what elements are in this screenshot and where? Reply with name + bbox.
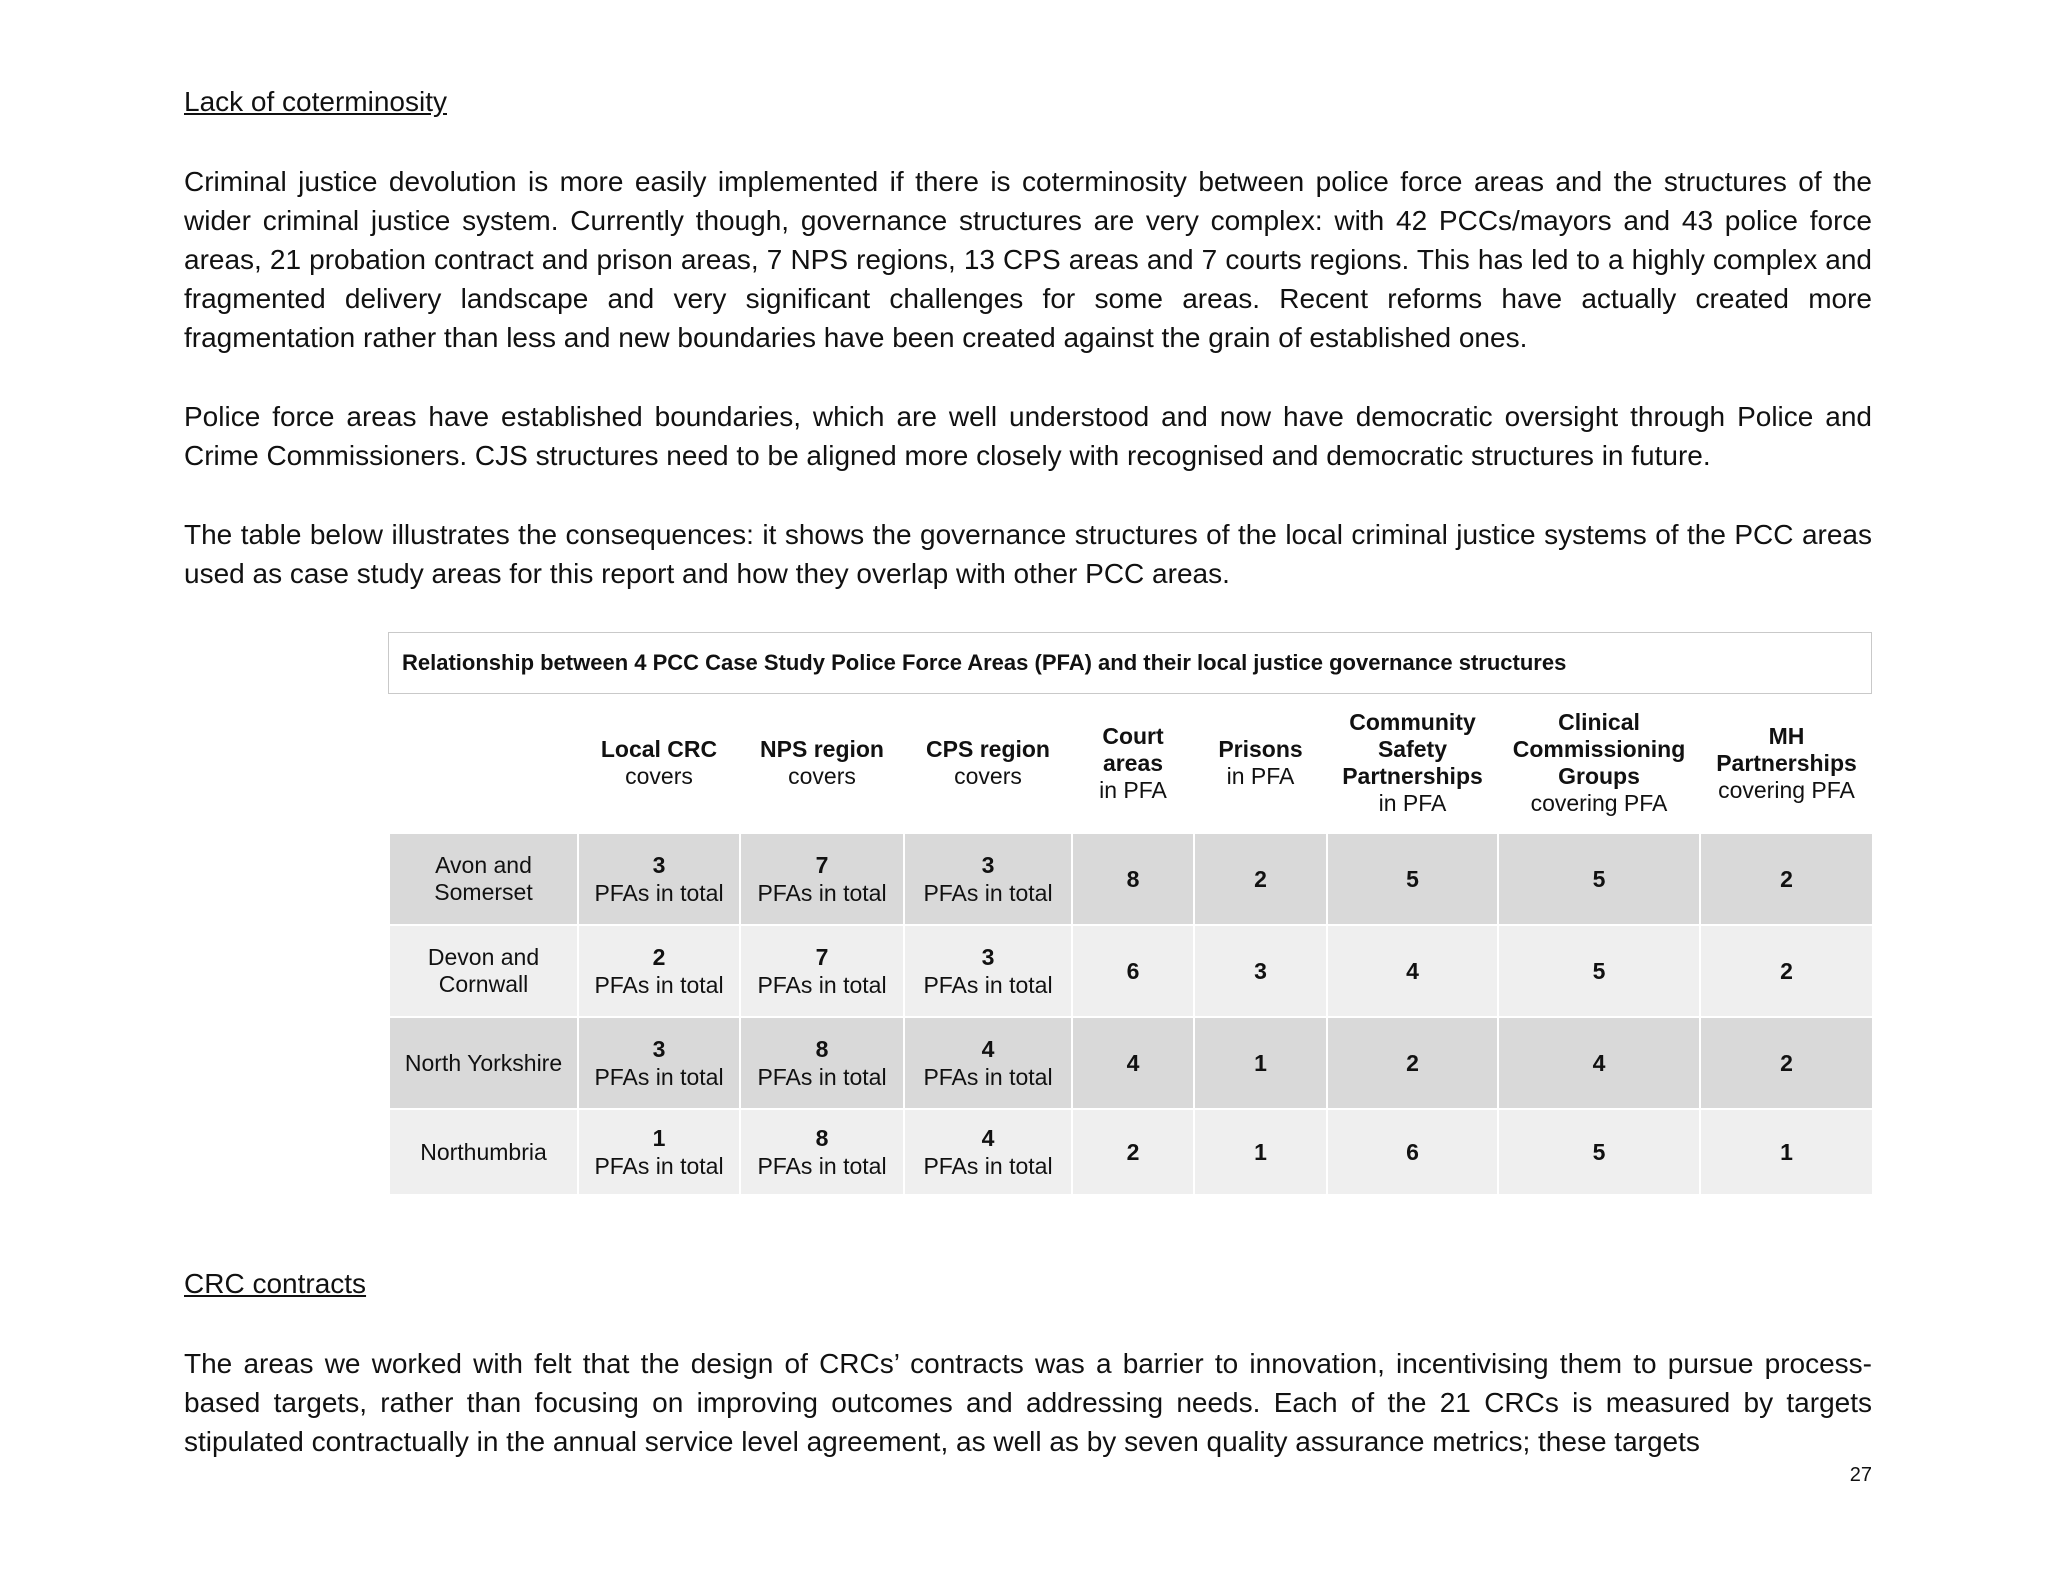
table-caption: Relationship between 4 PCC Case Study Police Force Areas (PFA) and their local justice governance structures xyxy=(388,632,1872,694)
header-mh-partnerships: MH Partnerships covering PFA xyxy=(1716,722,1857,803)
cell-clinical-commissioning-groups: 5 xyxy=(1498,833,1700,925)
table-row xyxy=(389,925,1873,1017)
table-row xyxy=(389,833,1873,925)
cell-prisons: 1 xyxy=(1194,1109,1327,1195)
cell-mh-partnerships: 2 xyxy=(1700,925,1873,1017)
header-court-areas: Court areas in PFA xyxy=(1099,722,1167,803)
cell-clinical-commissioning-groups: 5 xyxy=(1498,925,1700,1017)
cell-cps-region: 3 PFAs in total xyxy=(904,833,1072,925)
paragraph-devolution: Criminal justice devolution is more easily implemented if there is coterminosity between police force areas and the structures of the wider criminal justice system. Currently though, governance structures are very complex: with 42 PCCs/mayors and 43 police force areas, 21 probation contract and prison areas, 7 NPS regions, 13 CPS areas and 7 courts regions. This has led to a highly complex and fragmented delivery landscape and very significant challenges for some areas. Recent reforms have actually created more fragmentation rather than less and new boundaries have been created against the grain of established ones. xyxy=(184,166,1872,353)
section-heading-crc-contracts: CRC contracts xyxy=(184,1268,367,1299)
cell-community-safety-partnerships: 5 xyxy=(1327,833,1498,925)
cell-local-crc: 3 PFAs in total xyxy=(578,833,740,925)
header-empty-cell xyxy=(389,694,578,833)
table-header-row xyxy=(389,694,1873,833)
governance-table-container xyxy=(388,632,1872,1196)
cell-cps-region: 4 PFAs in total xyxy=(904,1017,1072,1109)
cell-community-safety-partnerships: 4 xyxy=(1327,925,1498,1017)
header-nps-region: NPS region covers xyxy=(760,736,884,789)
cell-cps-region: 4 PFAs in total xyxy=(904,1109,1072,1195)
header-cps-region: CPS region covers xyxy=(926,736,1050,789)
cell-cps-region: 3 PFAs in total xyxy=(904,925,1072,1017)
cell-mh-partnerships: 1 xyxy=(1700,1109,1873,1195)
cell-court-areas: 8 xyxy=(1072,833,1194,925)
page-number: 27 xyxy=(1849,1464,1872,1486)
governance-table xyxy=(388,694,1874,1196)
header-local-crc: Local CRC covers xyxy=(600,736,718,789)
cell-nps-region: 8 PFAs in total xyxy=(740,1017,904,1109)
table-row xyxy=(389,1109,1873,1195)
cell-community-safety-partnerships: 2 xyxy=(1327,1017,1498,1109)
cell-local-crc: 3 PFAs in total xyxy=(578,1017,740,1109)
cell-prisons: 3 xyxy=(1194,925,1327,1017)
cell-clinical-commissioning-groups: 4 xyxy=(1498,1017,1700,1109)
cell-court-areas: 4 xyxy=(1072,1017,1194,1109)
cell-local-crc: 1 PFAs in total xyxy=(578,1109,740,1195)
table-row xyxy=(389,1017,1873,1109)
row-area-name: Northumbria xyxy=(389,1109,578,1195)
header-community-safety-partnerships: Community Safety Partnerships in PFA xyxy=(1342,709,1483,816)
paragraph-table-intro: The table below illustrates the consequences: it shows the governance structures of the local criminal justice systems of the PCC areas used as case study areas for this report and how they overlap with other PCC areas. xyxy=(184,519,1872,589)
header-prisons: Prisons in PFA xyxy=(1218,736,1303,789)
row-area-name: North Yorkshire xyxy=(389,1017,578,1109)
cell-nps-region: 7 PFAs in total xyxy=(740,925,904,1017)
header-clinical-commissioning-groups: Clinical Commissioning Groups covering PFA xyxy=(1512,709,1686,816)
paragraph-police-force-areas: Police force areas have established boundaries, which are well understood and now have democratic oversight through Police and Crime Commissioners. CJS structures need to be aligned more closely with recognised and democratic structures in future. xyxy=(184,401,1872,471)
row-area-name: Devon and Cornwall xyxy=(389,925,578,1017)
cell-mh-partnerships: 2 xyxy=(1700,1017,1873,1109)
cell-court-areas: 2 xyxy=(1072,1109,1194,1195)
paragraph-crc-contracts: The areas we worked with felt that the design of CRCs’ contracts was a barrier to innovation, incentivising them to pursue process-based targets, rather than focusing on improving outcomes and addressing needs. Each of the 21 CRCs is measured by targets stipulated contractually in the annual service level agreement, as well as by seven quality assurance metrics; these targets xyxy=(184,1348,1872,1457)
cell-nps-region: 7 PFAs in total xyxy=(740,833,904,925)
section-heading-coterminosity: Lack of coterminosity xyxy=(184,86,447,117)
cell-prisons: 1 xyxy=(1194,1017,1327,1109)
cell-clinical-commissioning-groups: 5 xyxy=(1498,1109,1700,1195)
cell-court-areas: 6 xyxy=(1072,925,1194,1017)
cell-community-safety-partnerships: 6 xyxy=(1327,1109,1498,1195)
cell-mh-partnerships: 2 xyxy=(1700,833,1873,925)
row-area-name: Avon and Somerset xyxy=(389,833,578,925)
cell-nps-region: 8 PFAs in total xyxy=(740,1109,904,1195)
cell-local-crc: 2 PFAs in total xyxy=(578,925,740,1017)
cell-prisons: 2 xyxy=(1194,833,1327,925)
